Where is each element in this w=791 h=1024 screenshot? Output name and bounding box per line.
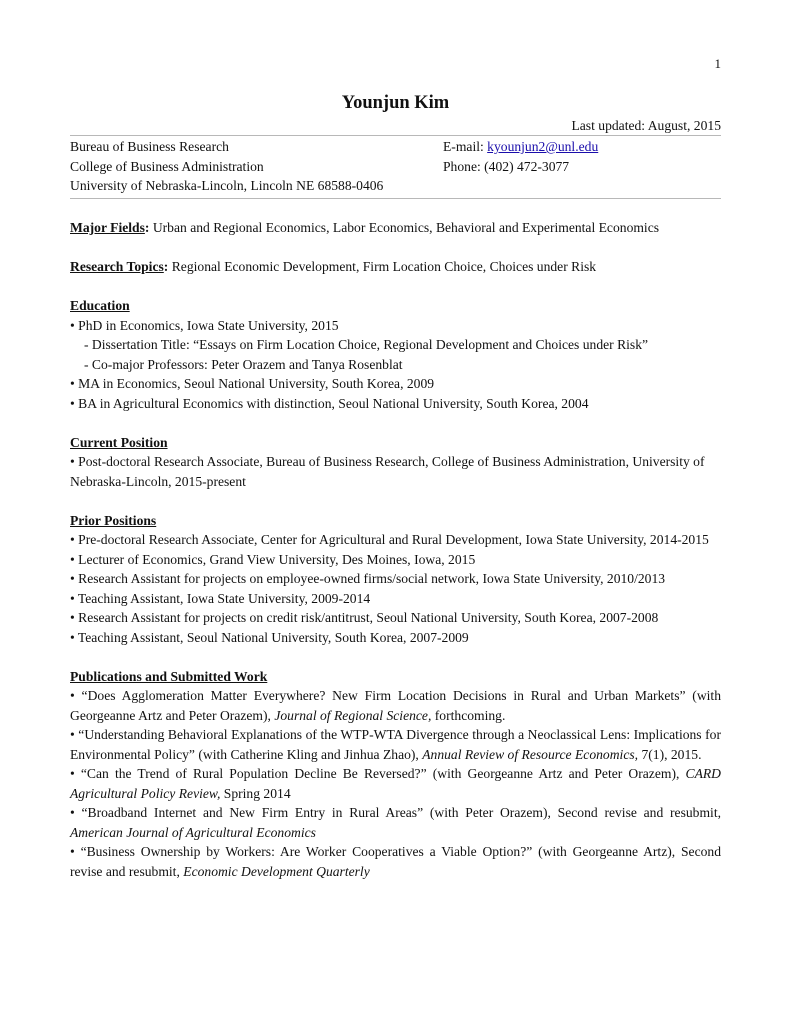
research-topics-label: Research Topics [70, 259, 164, 274]
current-position-item: • Post-doctoral Research Associate, Bureau of Business Research, College of Business Administration, University of Nebraska-Lincoln, 2015-present [70, 454, 705, 489]
publication-venue: Economic Development Quarterly [183, 863, 370, 879]
publication-text: • “Can the Trend of Rural Population Decline Be Reversed?” (with Georgeanne Artz and Peter Orazem), [70, 766, 686, 781]
address-block [70, 137, 443, 196]
publication-item [70, 764, 721, 803]
phone-row: Phone: (402) 472-3077 [443, 158, 570, 174]
major-fields-section [70, 218, 721, 238]
publication-item [70, 725, 721, 764]
address-line: Bureau of Business Research [70, 139, 229, 154]
prior-position-item: • Teaching Assistant, Seoul National University, South Korea, 2007-2009 [70, 629, 469, 645]
prior-positions-heading: Prior Positions [70, 512, 157, 528]
education-heading: Education [70, 298, 130, 313]
publications-section [70, 667, 721, 882]
prior-position-item: • Pre-doctoral Research Associate, Center for Agricultural and Rural Development, Iowa State University, 2014-2015 [70, 532, 709, 547]
publication-venue: American Journal of Agricultural Economics [70, 824, 316, 840]
publication-item [70, 842, 721, 881]
education-item: • MA in Economics, Seoul National University, South Korea, 2009 [70, 376, 435, 391]
research-topics-text: Regional Economic Development, Firm Location Choice, Choices under Risk [168, 259, 597, 274]
publication-venue: Annual Review of Resource Economics, [422, 746, 639, 762]
email-link[interactable]: kyounjun2@unl.edu [487, 139, 599, 154]
publication-text: • “Business Ownership by Workers: Are Worker Cooperatives a Viable Option?” (with Georgeanne Artz), Second revise and resubmit, [70, 844, 721, 879]
publication-text: • “Understanding Behavioral Explanations of the WTP-WTA Divergence through a Neoclassical Lens: Implications for Environmental Policy” (with Catherine Kling and Jinhua Zhao), [70, 727, 721, 762]
publication-item [70, 686, 721, 725]
research-topics-section [70, 257, 721, 277]
prior-position-item: • Research Assistant for projects on credit risk/antitrust, Seoul National University, South Korea, 2007-2008 [70, 610, 659, 625]
publication-item [70, 803, 721, 842]
research-topics-colon: : [163, 259, 169, 274]
publication-text: • “Does Agglomeration Matter Everywhere? New Firm Location Decisions in Rural and Urban Markets” (with Georgeanne Artz and Peter Orazem), [70, 688, 721, 723]
email-row [443, 137, 721, 157]
cv-document [70, 90, 721, 881]
address-line: College of Business Administration [70, 158, 264, 174]
prior-position-item: • Research Assistant for projects on employee-owned firms/social network, Iowa State University, 2010/2013 [70, 571, 666, 586]
cv-name: Younjun Kim [341, 93, 450, 113]
publication-tail: forthcoming. [431, 707, 506, 723]
major-fields-colon: : [144, 220, 150, 235]
current-position-heading: Current Position [70, 434, 168, 450]
publications-heading: Publications and Submitted Work [70, 668, 268, 684]
address-line: University of Nebraska-Lincoln, Lincoln NE 68588-0406 [70, 178, 384, 193]
publication-venue: CARD Agricultural Policy Review, [70, 766, 721, 801]
education-subitem: - Dissertation Title: “Essays on Firm Location Choice, Regional Development and Choices under Risk” [84, 337, 649, 352]
education-item: • BA in Agricultural Economics with distinction, Seoul National University, South Korea, 2004 [70, 395, 589, 411]
major-fields-label: Major Fields [70, 220, 145, 235]
page-number: 1 [714, 56, 721, 71]
prior-positions-section [70, 511, 721, 648]
publication-tail: 7(1), 2015. [638, 746, 702, 762]
publication-venue: Journal of Regional Science, [274, 707, 432, 723]
education-item: • PhD in Economics, Iowa State University, 2015 [70, 317, 339, 333]
last-updated: Last updated: August, 2015 [571, 118, 721, 133]
publication-text: • “Broadband Internet and New Firm Entry in Rural Areas” (with Peter Orazem), Second revise and resubmit, [70, 805, 721, 820]
publication-tail: Spring 2014 [220, 785, 291, 801]
education-section [70, 296, 721, 413]
contact-block [70, 135, 721, 199]
major-fields-text: Urban and Regional Economics, Labor Economics, Behavioral and Experimental Economics [149, 220, 660, 235]
email-label: E-mail: [443, 139, 488, 154]
contact-details [443, 137, 721, 196]
current-position-section [70, 433, 721, 492]
prior-position-item: • Teaching Assistant, Iowa State University, 2009-2014 [70, 590, 371, 606]
prior-position-item: • Lecturer of Economics, Grand View University, Des Moines, Iowa, 2015 [70, 551, 476, 567]
education-subitem: - Co-major Professors: Peter Orazem and Tanya Rosenblat [84, 356, 403, 372]
